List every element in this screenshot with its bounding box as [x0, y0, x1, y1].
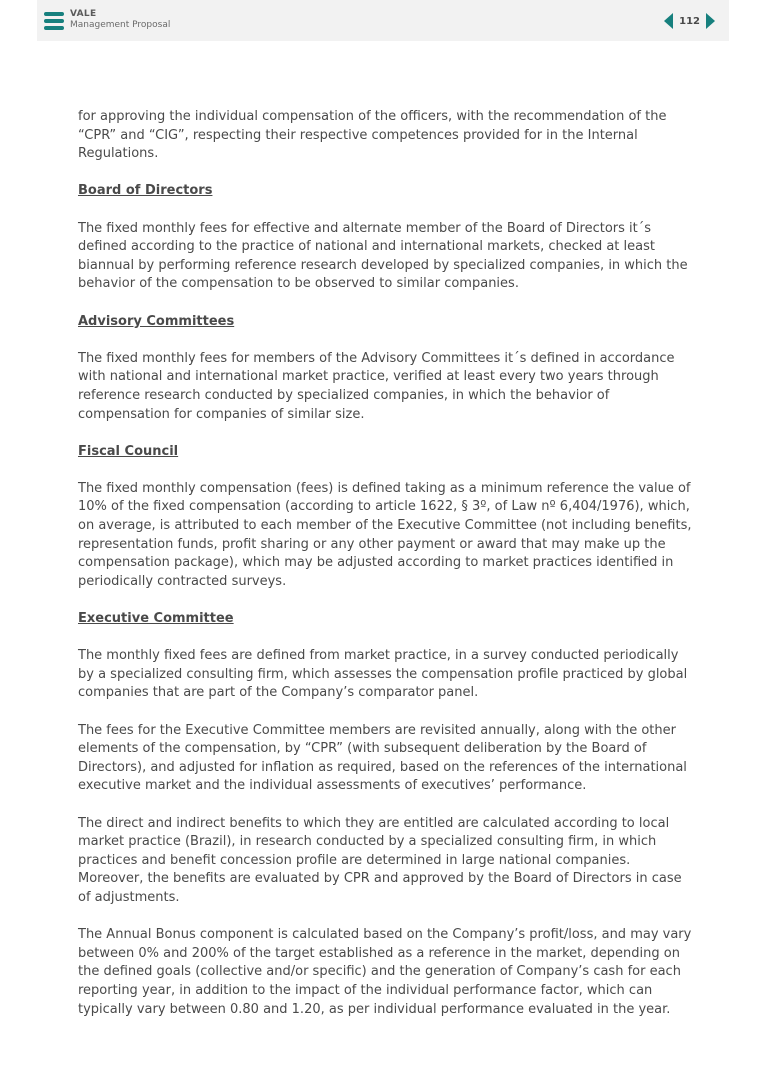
advisory-paragraph: The fixed monthly fees for members of the Advisory Committees it´s defined in accordance with national and international market practice, verified at least every two years through reference research conducted by specialized companies, in which the behavior of compensation for companies of similar size.	[78, 350, 675, 422]
page-navigation	[664, 13, 715, 29]
brand-subtitle: Management Proposal	[70, 20, 171, 30]
heading-fiscal-council: Fiscal Council	[78, 443, 179, 459]
intro-paragraph: for approving the individual compensation of the officers, with the recommendation of the “CPR” and “CIG”, respecting their respective competences provided for in the Internal Regulations.	[78, 109, 667, 162]
triangle-right-icon[interactable]	[706, 13, 715, 29]
brand-name: VALE	[70, 9, 97, 19]
board-paragraph: The fixed monthly fees for effective and alternate member of the Board of Directors it´s defined according to the practice of national and international markets, checked at least biannual by performing reference research developed by specialized companies, in which the behavior of the compensation to be observed to similar companies.	[78, 220, 688, 292]
fiscal-paragraph: The fixed monthly compensation (fees) is defined taking as a minimum reference the value of 10% of the fixed compensation (according to article 1622, § 3º, of Law nº 6,404/1976), which, on average, is attributed to each member of the Executive Committee (not including benefits, representation funds, profit sharing or any other payment or award that may make up the compensation package), which may be adjusted according to market practices identified in periodically contracted surveys.	[78, 480, 692, 589]
triangle-left-icon[interactable]	[664, 13, 673, 29]
document-body	[78, 108, 696, 1038]
heading-executive-committee: Executive Committee	[78, 611, 234, 627]
executive-paragraph-3: The direct and indirect benefits to which they are entitled are calculated according to local market practice (Brazil), in research conducted by a specialized consulting firm, in which practices and benefit concession profile are determined in large national companies. Moreover, the benefits are evaluated by CPR and approved by the Board of Directors in case of adjustments.	[78, 815, 682, 905]
page-number: 112	[679, 15, 700, 27]
executive-paragraph-2: The fees for the Executive Committee members are revisited annually, along with the other elements of the compensation, by “CPR” (with subsequent deliberation by the Board of Directors), and adjusted for inflation as required, based on the references of the international executive market and the individual assessments of executives’ performance.	[78, 722, 687, 794]
page-header	[37, 0, 729, 41]
brand	[70, 10, 170, 30]
heading-advisory-committees: Advisory Committees	[78, 313, 235, 329]
executive-paragraph-4: The Annual Bonus component is calculated based on the Company’s profit/loss, and may vary between 0% and 200% of the target established as a reference in the market, depending on the defined goals (collective and/or specific) and the generation of Company’s cash for each reporting year, in addition to the impact of the individual performance factor, which can typically vary between 0.80 and 1.20, as per individual performance evaluated in the year.	[78, 927, 692, 1017]
executive-paragraph-1: The monthly fixed fees are defined from market practice, in a survey conducted periodically by a specialized consulting firm, which assesses the compensation profile practiced by global companies that are part of the Company’s comparator panel.	[78, 648, 688, 701]
heading-board-of-directors: Board of Directors	[78, 183, 213, 199]
hamburger-menu-icon[interactable]	[44, 12, 64, 30]
